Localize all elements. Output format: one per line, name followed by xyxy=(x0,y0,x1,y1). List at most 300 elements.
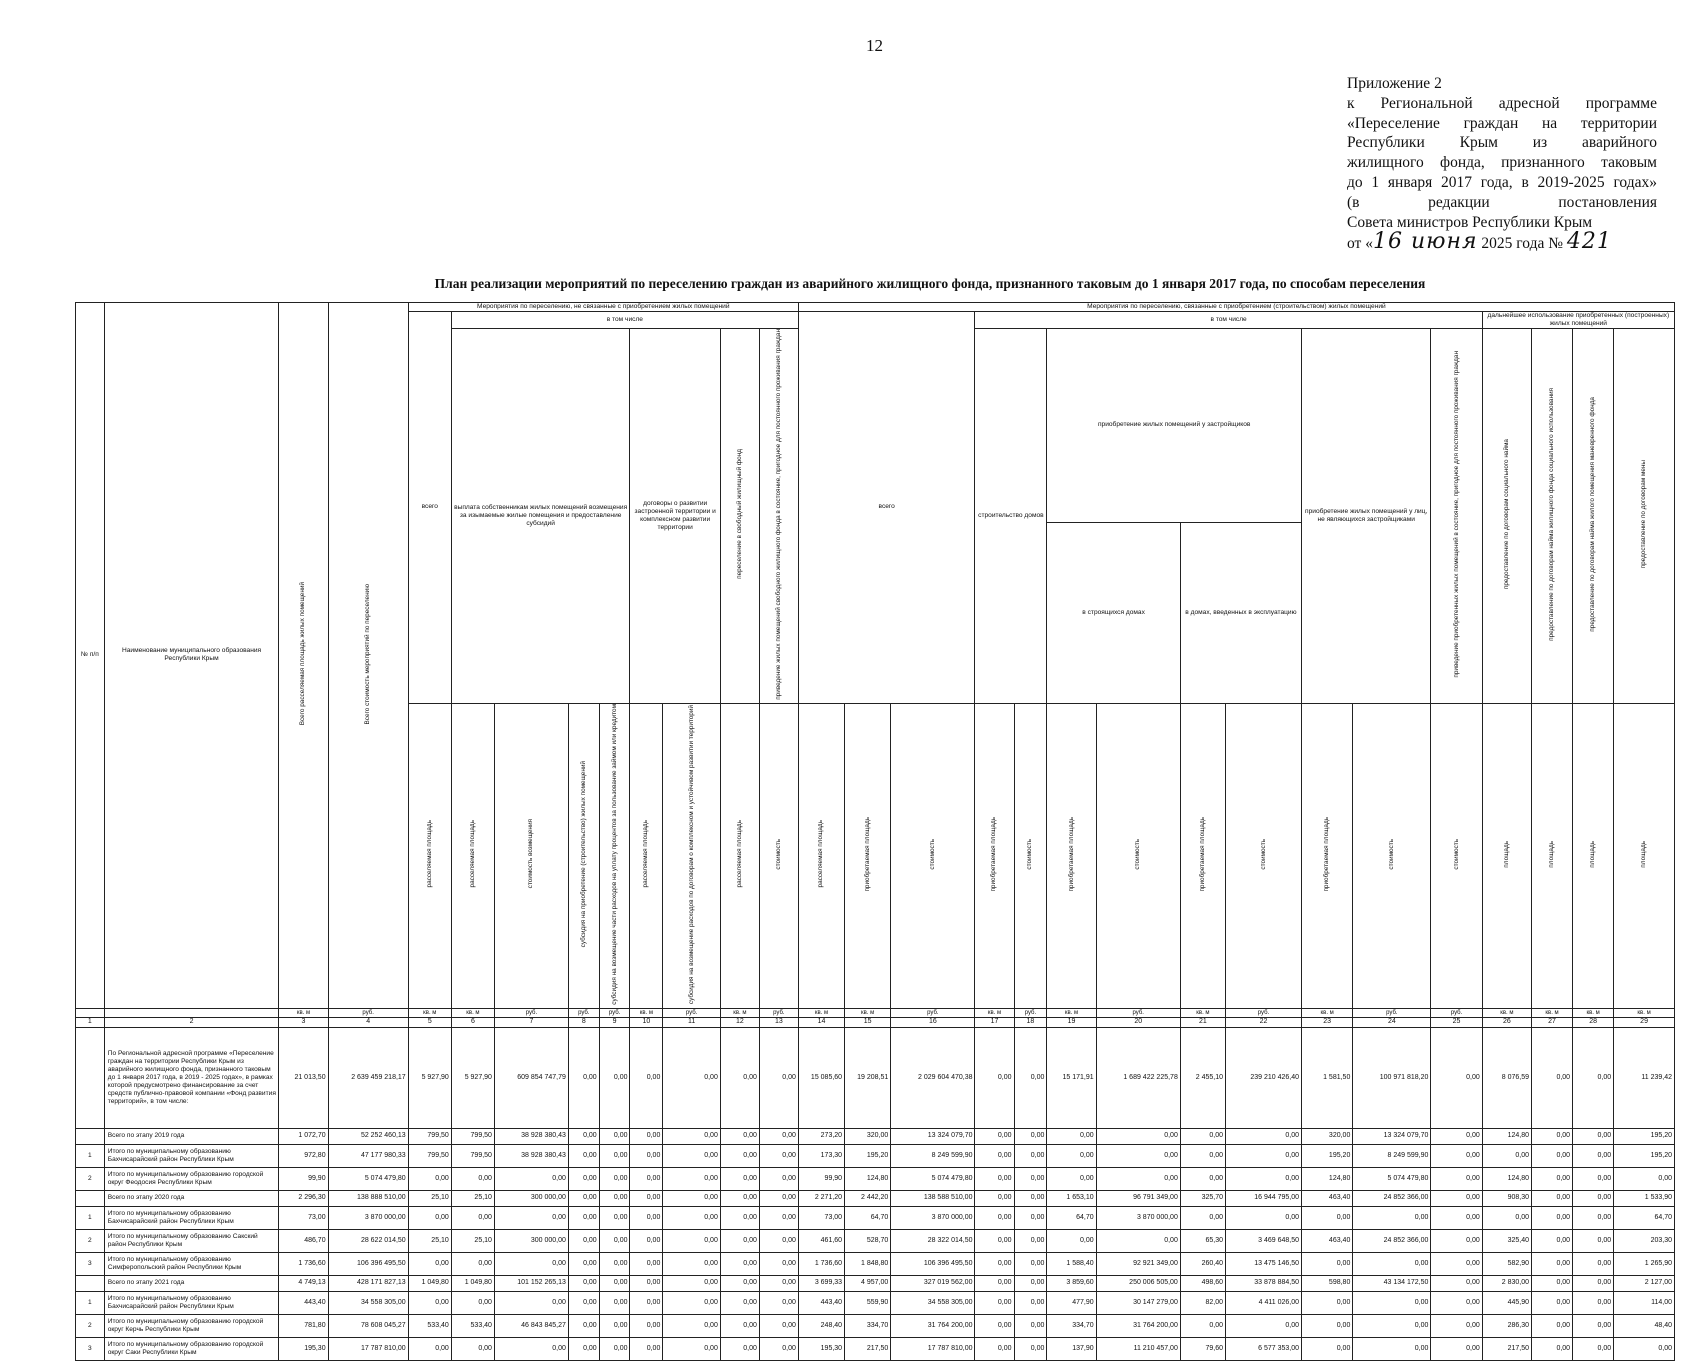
value-cell: 1 265,90 xyxy=(1614,1252,1675,1275)
value-cell: 17 787 810,00 xyxy=(891,1337,975,1360)
value-cell: 138 588 510,00 xyxy=(891,1190,975,1206)
value-cell: 0,00 xyxy=(975,1291,1014,1314)
value-cell: 0,00 xyxy=(494,1167,568,1190)
header-lease: предоставление по договорам найма жилого помещения маневренного фонда xyxy=(1573,329,1614,704)
column-index: 25 xyxy=(1431,1017,1482,1027)
value-cell: 0,00 xyxy=(630,1275,663,1291)
value-cell: 38 928 380,43 xyxy=(494,1128,568,1144)
value-cell: 0,00 xyxy=(1353,1206,1431,1229)
value-cell: 0,00 xyxy=(663,1167,721,1190)
unit-cell: руб. xyxy=(1431,1008,1482,1017)
value-cell: 0,00 xyxy=(1180,1314,1225,1337)
value-cell: 0,00 xyxy=(720,1167,759,1190)
row-name: Итого по муниципальному образованию Бахчисарайский район Республики Крым xyxy=(104,1144,279,1167)
subheader-cell: площадь xyxy=(1532,703,1573,1008)
header-payment: выплата собственникам жилых помещений возмещения за изымаемые жилые помещения и предоставление субсидий xyxy=(451,329,630,704)
value-cell: 0,00 xyxy=(1014,1291,1047,1314)
subheader-cell: субсидия на приобретение (строительство) жилых помещений xyxy=(568,703,599,1008)
column-index: 13 xyxy=(759,1017,798,1027)
column-index: 22 xyxy=(1226,1017,1302,1027)
value-cell: 0,00 xyxy=(1353,1291,1431,1314)
value-cell: 463,40 xyxy=(1302,1190,1353,1206)
unit-cell: кв. м xyxy=(720,1008,759,1017)
value-cell: 195,30 xyxy=(798,1337,844,1360)
value-cell: 0,00 xyxy=(1014,1275,1047,1291)
value-cell: 0,00 xyxy=(663,1275,721,1291)
column-index: 18 xyxy=(1014,1017,1047,1027)
column-index: 6 xyxy=(451,1017,494,1027)
subheader-cell: расселяемая площадь xyxy=(451,703,494,1008)
value-cell: 972,80 xyxy=(279,1144,328,1167)
value-cell: 2 455,10 xyxy=(1180,1027,1225,1128)
appendix-line: Республики Крым из аварийного xyxy=(1347,134,1657,152)
column-index: 8 xyxy=(568,1017,599,1027)
value-cell: 11 210 457,00 xyxy=(1096,1337,1180,1360)
value-cell: 0,00 xyxy=(720,1027,759,1128)
value-cell: 25,10 xyxy=(408,1190,451,1206)
value-cell: 0,00 xyxy=(1014,1190,1047,1206)
value-cell: 0,00 xyxy=(1014,1252,1047,1275)
plan-table-wrapper xyxy=(75,302,1675,1361)
value-cell: 24 852 366,00 xyxy=(1353,1229,1431,1252)
value-cell: 2 271,20 xyxy=(798,1190,844,1206)
value-cell: 64,70 xyxy=(1614,1206,1675,1229)
table-row xyxy=(76,1144,1675,1167)
value-cell: 0,00 xyxy=(494,1252,568,1275)
value-cell: 0,00 xyxy=(1180,1144,1225,1167)
column-index: 4 xyxy=(328,1017,408,1027)
value-cell: 0,00 xyxy=(1180,1167,1225,1190)
column-index: 19 xyxy=(1047,1017,1096,1027)
value-cell: 0,00 xyxy=(759,1167,798,1190)
value-cell: 0,00 xyxy=(1532,1144,1573,1167)
value-cell: 0,00 xyxy=(720,1337,759,1360)
value-cell: 0,00 xyxy=(759,1128,798,1144)
value-cell: 0,00 xyxy=(599,1190,630,1206)
value-cell: 0,00 xyxy=(1180,1206,1225,1229)
value-cell: 320,00 xyxy=(845,1128,891,1144)
unit-cell: руб. xyxy=(1014,1008,1047,1017)
value-cell: 0,00 xyxy=(1431,1128,1482,1144)
value-cell: 217,50 xyxy=(845,1337,891,1360)
value-cell: 0,00 xyxy=(1353,1252,1431,1275)
value-cell: 0,00 xyxy=(630,1128,663,1144)
value-cell: 0,00 xyxy=(599,1229,630,1252)
appendix-line: Приложение 2 xyxy=(1347,75,1442,92)
value-cell: 99,90 xyxy=(798,1167,844,1190)
row-number: 2 xyxy=(76,1229,105,1252)
value-cell: 0,00 xyxy=(568,1128,599,1144)
table-row xyxy=(76,1314,1675,1337)
value-cell: 11 239,42 xyxy=(1614,1027,1675,1128)
column-index: 21 xyxy=(1180,1017,1225,1027)
value-cell: 0,00 xyxy=(494,1337,568,1360)
value-cell: 477,90 xyxy=(1047,1291,1096,1314)
value-cell: 0,00 xyxy=(1302,1337,1353,1360)
value-cell: 0,00 xyxy=(1047,1128,1096,1144)
header-acq-dev: приобретение жилых помещений у застройщиков xyxy=(1047,329,1302,523)
row-name: Итого по муниципальному образованию городской округ Феодосия Республики Крым xyxy=(104,1167,279,1190)
value-cell: 0,00 xyxy=(568,1144,599,1167)
value-cell: 5 074 479,80 xyxy=(328,1167,408,1190)
value-cell: 2 442,20 xyxy=(845,1190,891,1206)
value-cell: 0,00 xyxy=(568,1252,599,1275)
value-cell: 0,00 xyxy=(1573,1027,1614,1128)
row-number xyxy=(76,1190,105,1206)
value-cell: 0,00 xyxy=(1096,1144,1180,1167)
subheader-cell: субсидия на возмещение части расходов на уплату процентов за пользование займом или кредитом xyxy=(599,703,630,1008)
unit-cell: кв. м xyxy=(1047,1008,1096,1017)
value-cell: 2 296,30 xyxy=(279,1190,328,1206)
value-cell: 0,00 xyxy=(759,1206,798,1229)
header-group-no-acquisition: Мероприятия по переселению, не связанные с приобретением жилых помещений xyxy=(408,303,798,312)
value-cell: 173,30 xyxy=(798,1144,844,1167)
value-cell: 528,70 xyxy=(845,1229,891,1252)
value-cell: 559,90 xyxy=(845,1291,891,1314)
value-cell: 0,00 xyxy=(1226,1144,1302,1167)
value-cell: 0,00 xyxy=(1226,1128,1302,1144)
unit-cell xyxy=(76,1008,105,1017)
plan-table xyxy=(75,302,1675,1361)
value-cell: 0,00 xyxy=(1573,1144,1614,1167)
value-cell: 0,00 xyxy=(1614,1167,1675,1190)
value-cell: 0,00 xyxy=(599,1314,630,1337)
value-cell: 17 787 810,00 xyxy=(328,1337,408,1360)
value-cell: 325,40 xyxy=(1482,1229,1531,1252)
value-cell: 195,20 xyxy=(1614,1128,1675,1144)
table-row xyxy=(76,1206,1675,1229)
value-cell: 0,00 xyxy=(1573,1252,1614,1275)
value-cell: 0,00 xyxy=(720,1275,759,1291)
unit-cell: кв. м xyxy=(798,1008,844,1017)
unit-cell: кв. м xyxy=(975,1008,1014,1017)
table-row xyxy=(76,1027,1675,1128)
value-cell: 799,50 xyxy=(408,1128,451,1144)
header-in-commissioned: в домах, введенных в эксплуатацию xyxy=(1180,522,1301,703)
column-index: 29 xyxy=(1614,1017,1675,1027)
value-cell: 0,00 xyxy=(1431,1275,1482,1291)
value-cell: 99,90 xyxy=(279,1167,328,1190)
unit-cell: кв. м xyxy=(1614,1008,1675,1017)
column-index: 11 xyxy=(663,1017,721,1027)
value-cell: 0,00 xyxy=(663,1027,721,1128)
row-number: 3 xyxy=(76,1337,105,1360)
unit-cell: кв. м xyxy=(1532,1008,1573,1017)
column-index: 15 xyxy=(845,1017,891,1027)
value-cell: 2 127,00 xyxy=(1614,1275,1675,1291)
header-social: предоставление по договорам социального найма xyxy=(1482,329,1531,704)
column-index: 3 xyxy=(279,1017,328,1027)
subheader-cell: стоимость возмещения xyxy=(494,703,568,1008)
value-cell: 0,00 xyxy=(720,1206,759,1229)
value-cell: 0,00 xyxy=(599,1252,630,1275)
value-cell: 0,00 xyxy=(1096,1167,1180,1190)
value-cell: 0,00 xyxy=(663,1314,721,1337)
value-cell: 13 475 146,50 xyxy=(1226,1252,1302,1275)
value-cell: 443,40 xyxy=(279,1291,328,1314)
value-cell: 0,00 xyxy=(1302,1314,1353,1337)
value-cell: 2 029 604 470,38 xyxy=(891,1027,975,1128)
header-n-pp: № п/п xyxy=(76,303,105,1009)
value-cell: 100 971 818,20 xyxy=(1353,1027,1431,1128)
value-cell: 0,00 xyxy=(1532,1314,1573,1337)
value-cell: 0,00 xyxy=(568,1314,599,1337)
value-cell: 0,00 xyxy=(451,1291,494,1314)
value-cell: 1 049,80 xyxy=(408,1275,451,1291)
value-cell: 48,40 xyxy=(1614,1314,1675,1337)
value-cell: 101 152 265,13 xyxy=(494,1275,568,1291)
value-cell: 0,00 xyxy=(630,1190,663,1206)
value-cell: 47 177 980,33 xyxy=(328,1144,408,1167)
value-cell: 19 208,51 xyxy=(845,1027,891,1128)
value-cell: 1 736,60 xyxy=(798,1252,844,1275)
value-cell: 0,00 xyxy=(975,1314,1014,1337)
subheader-cell: стоимость xyxy=(1096,703,1180,1008)
subheader-cell: расселяемая площадь xyxy=(798,703,844,1008)
value-cell: 0,00 xyxy=(1047,1229,1096,1252)
value-cell: 31 764 200,00 xyxy=(1096,1314,1180,1337)
value-cell: 0,00 xyxy=(975,1144,1014,1167)
row-name: Всего по этапу 2021 года xyxy=(104,1275,279,1291)
table-row xyxy=(76,1190,1675,1206)
unit-cell: руб. xyxy=(1226,1008,1302,1017)
value-cell: 195,20 xyxy=(845,1144,891,1167)
value-cell: 0,00 xyxy=(630,1337,663,1360)
value-cell: 273,20 xyxy=(798,1128,844,1144)
value-cell: 300 000,00 xyxy=(494,1190,568,1206)
value-cell: 486,70 xyxy=(279,1229,328,1252)
column-index: 10 xyxy=(630,1017,663,1027)
value-cell: 0,00 xyxy=(1302,1206,1353,1229)
value-cell: 0,00 xyxy=(759,1291,798,1314)
value-cell: 0,00 xyxy=(1431,1229,1482,1252)
value-cell: 5 927,90 xyxy=(408,1027,451,1128)
value-cell: 0,00 xyxy=(451,1167,494,1190)
column-index: 14 xyxy=(798,1017,844,1027)
value-cell: 138 888 510,00 xyxy=(328,1190,408,1206)
value-cell: 0,00 xyxy=(663,1337,721,1360)
value-cell: 1 072,70 xyxy=(279,1128,328,1144)
unit-cell: руб. xyxy=(891,1008,975,1017)
value-cell: 0,00 xyxy=(663,1291,721,1314)
subheader-cell: приобретаемая площадь xyxy=(975,703,1014,1008)
value-cell: 609 854 747,79 xyxy=(494,1027,568,1128)
value-cell: 0,00 xyxy=(408,1252,451,1275)
column-index: 27 xyxy=(1532,1017,1573,1027)
unit-cell: руб. xyxy=(663,1008,721,1017)
value-cell: 21 013,50 xyxy=(279,1027,328,1128)
subheader-cell: приобретаемая площадь xyxy=(1180,703,1225,1008)
value-cell: 0,00 xyxy=(975,1252,1014,1275)
value-cell: 124,80 xyxy=(1482,1167,1531,1190)
value-cell: 0,00 xyxy=(1573,1229,1614,1252)
value-cell: 781,80 xyxy=(279,1314,328,1337)
value-cell: 43 134 172,50 xyxy=(1353,1275,1431,1291)
value-cell: 0,00 xyxy=(1431,1291,1482,1314)
value-cell: 3 859,60 xyxy=(1047,1275,1096,1291)
unit-cell: кв. м xyxy=(1482,1008,1531,1017)
value-cell: 8 249 599,90 xyxy=(1353,1144,1431,1167)
value-cell: 15 085,60 xyxy=(798,1027,844,1128)
value-cell: 533,40 xyxy=(451,1314,494,1337)
value-cell: 28 322 014,50 xyxy=(891,1229,975,1252)
value-cell: 0,00 xyxy=(1573,1291,1614,1314)
subheader-cell: стоимость xyxy=(1353,703,1431,1008)
value-cell: 52 252 460,13 xyxy=(328,1128,408,1144)
value-cell: 320,00 xyxy=(1302,1128,1353,1144)
value-cell: 799,50 xyxy=(451,1128,494,1144)
value-cell: 1 588,40 xyxy=(1047,1252,1096,1275)
value-cell: 124,80 xyxy=(1482,1128,1531,1144)
value-cell: 1 049,80 xyxy=(451,1275,494,1291)
value-cell: 0,00 xyxy=(599,1275,630,1291)
column-index: 7 xyxy=(494,1017,568,1027)
subheader-cell: площадь xyxy=(1482,703,1531,1008)
value-cell: 24 852 366,00 xyxy=(1353,1190,1431,1206)
value-cell: 334,70 xyxy=(1047,1314,1096,1337)
table-row xyxy=(76,1275,1675,1291)
value-cell: 0,00 xyxy=(1047,1144,1096,1167)
header-free-fund: переселение в свободный жилищный фонд xyxy=(720,329,759,704)
column-index: 24 xyxy=(1353,1017,1431,1027)
unit-cell: кв. м xyxy=(408,1008,451,1017)
value-cell: 0,00 xyxy=(1431,1167,1482,1190)
value-cell: 0,00 xyxy=(1573,1337,1614,1360)
value-cell: 124,80 xyxy=(1302,1167,1353,1190)
value-cell: 0,00 xyxy=(663,1229,721,1252)
value-cell: 0,00 xyxy=(975,1206,1014,1229)
value-cell: 64,70 xyxy=(845,1206,891,1229)
value-cell: 0,00 xyxy=(1532,1252,1573,1275)
header-acq-non-dev: приобретение жилых помещений у лиц, не являющихся застройщиками xyxy=(1302,329,1431,704)
table-row xyxy=(76,1291,1675,1314)
handwritten-number: 421 xyxy=(1566,229,1612,255)
value-cell: 0,00 xyxy=(720,1128,759,1144)
value-cell: 0,00 xyxy=(451,1337,494,1360)
handwritten-date: 16 июня xyxy=(1372,229,1478,255)
value-cell: 0,00 xyxy=(1014,1314,1047,1337)
value-cell: 0,00 xyxy=(1573,1128,1614,1144)
value-cell: 106 396 495,50 xyxy=(891,1252,975,1275)
value-cell: 0,00 xyxy=(1353,1314,1431,1337)
value-cell: 250 006 505,00 xyxy=(1096,1275,1180,1291)
row-number xyxy=(76,1275,105,1291)
value-cell: 0,00 xyxy=(451,1252,494,1275)
column-index: 2 xyxy=(104,1017,279,1027)
value-cell: 0,00 xyxy=(568,1206,599,1229)
value-cell: 598,80 xyxy=(1302,1275,1353,1291)
value-cell: 0,00 xyxy=(599,1128,630,1144)
appendix-line: «Переселение граждан на территории xyxy=(1347,114,1657,132)
value-cell: 0,00 xyxy=(599,1206,630,1229)
appendix-line: до 1 января 2017 года, в 2019-2025 годах» xyxy=(1347,173,1657,191)
value-cell: 0,00 xyxy=(759,1027,798,1128)
value-cell: 16 944 795,00 xyxy=(1226,1190,1302,1206)
value-cell: 0,00 xyxy=(1431,1314,1482,1337)
value-cell: 0,00 xyxy=(975,1275,1014,1291)
subheader-cell: субсидия на возмещение расходов по договорам о комплексном и устойчивом развитии территорий xyxy=(663,703,721,1008)
value-cell: 73,00 xyxy=(798,1206,844,1229)
value-cell: 533,40 xyxy=(408,1314,451,1337)
value-cell: 195,20 xyxy=(1614,1144,1675,1167)
header-vsego-1: всего xyxy=(408,312,451,704)
subheader-cell: стоимость xyxy=(759,703,798,1008)
value-cell: 0,00 xyxy=(1532,1027,1573,1128)
value-cell: 203,30 xyxy=(1614,1229,1675,1252)
value-cell: 0,00 xyxy=(1532,1190,1573,1206)
value-cell: 31 764 200,00 xyxy=(891,1314,975,1337)
value-cell: 334,70 xyxy=(845,1314,891,1337)
value-cell: 582,90 xyxy=(1482,1252,1531,1275)
value-cell: 0,00 xyxy=(1482,1206,1531,1229)
value-cell: 0,00 xyxy=(599,1337,630,1360)
header-further-use: дальнейшее использование приобретенных (построенных) жилых помещений xyxy=(1482,312,1674,329)
row-number xyxy=(76,1027,105,1128)
subheader-cell: приобретаемая площадь xyxy=(1047,703,1096,1008)
value-cell: 908,30 xyxy=(1482,1190,1531,1206)
value-cell: 114,00 xyxy=(1614,1291,1675,1314)
value-cell: 0,00 xyxy=(1573,1314,1614,1337)
appendix-date-line xyxy=(1347,229,1657,255)
value-cell: 0,00 xyxy=(759,1252,798,1275)
document-title: План реализации мероприятий по переселению граждан из аварийного жилищного фонда, признанного таковым до 1 января 2017 года, по способам переселения xyxy=(434,276,1426,291)
value-cell: 0,00 xyxy=(1532,1337,1573,1360)
unit-cell: руб. xyxy=(759,1008,798,1017)
row-number: 2 xyxy=(76,1167,105,1190)
value-cell: 13 324 079,70 xyxy=(1353,1128,1431,1144)
value-cell: 0,00 xyxy=(720,1229,759,1252)
value-cell: 3 469 648,50 xyxy=(1226,1229,1302,1252)
value-cell: 5 074 479,80 xyxy=(1353,1167,1431,1190)
unit-cell: руб. xyxy=(494,1008,568,1017)
value-cell: 46 843 845,27 xyxy=(494,1314,568,1337)
value-cell: 195,20 xyxy=(1302,1144,1353,1167)
value-cell: 6 577 353,00 xyxy=(1226,1337,1302,1360)
value-cell: 0,00 xyxy=(1532,1206,1573,1229)
value-cell: 0,00 xyxy=(663,1252,721,1275)
value-cell: 0,00 xyxy=(1014,1229,1047,1252)
header-bring-acq: приведение приобретенных жилых помещений в состояние, пригодное для постоянного проживания граждан xyxy=(1431,329,1482,704)
table-row xyxy=(76,1167,1675,1190)
value-cell: 0,00 xyxy=(1096,1229,1180,1252)
value-cell: 33 878 884,50 xyxy=(1226,1275,1302,1291)
value-cell: 0,00 xyxy=(720,1190,759,1206)
value-cell: 0,00 xyxy=(1096,1128,1180,1144)
value-cell: 4 411 026,00 xyxy=(1226,1291,1302,1314)
value-cell: 4 749,13 xyxy=(279,1275,328,1291)
value-cell: 5 927,90 xyxy=(451,1027,494,1128)
value-cell: 0,00 xyxy=(663,1206,721,1229)
value-cell: 65,30 xyxy=(1180,1229,1225,1252)
value-cell: 137,90 xyxy=(1047,1337,1096,1360)
subheader-cell: стоимость xyxy=(1431,703,1482,1008)
value-cell: 79,60 xyxy=(1180,1337,1225,1360)
subheader-cell: расселяемая площадь xyxy=(630,703,663,1008)
unit-cell: кв. м xyxy=(451,1008,494,1017)
subheader-cell: приобретаемая площадь xyxy=(845,703,891,1008)
value-cell: 4 957,00 xyxy=(845,1275,891,1291)
column-index: 26 xyxy=(1482,1017,1531,1027)
value-cell: 0,00 xyxy=(975,1027,1014,1128)
value-cell: 0,00 xyxy=(408,1167,451,1190)
unit-cell: руб. xyxy=(1096,1008,1180,1017)
value-cell: 0,00 xyxy=(408,1337,451,1360)
header-dogovor: договоры о развитии застроенной территории и комплексном развитии территории xyxy=(630,329,720,704)
value-cell: 0,00 xyxy=(1014,1027,1047,1128)
unit-cell: кв. м xyxy=(1302,1008,1353,1017)
value-cell: 0,00 xyxy=(720,1144,759,1167)
value-cell: 0,00 xyxy=(568,1275,599,1291)
